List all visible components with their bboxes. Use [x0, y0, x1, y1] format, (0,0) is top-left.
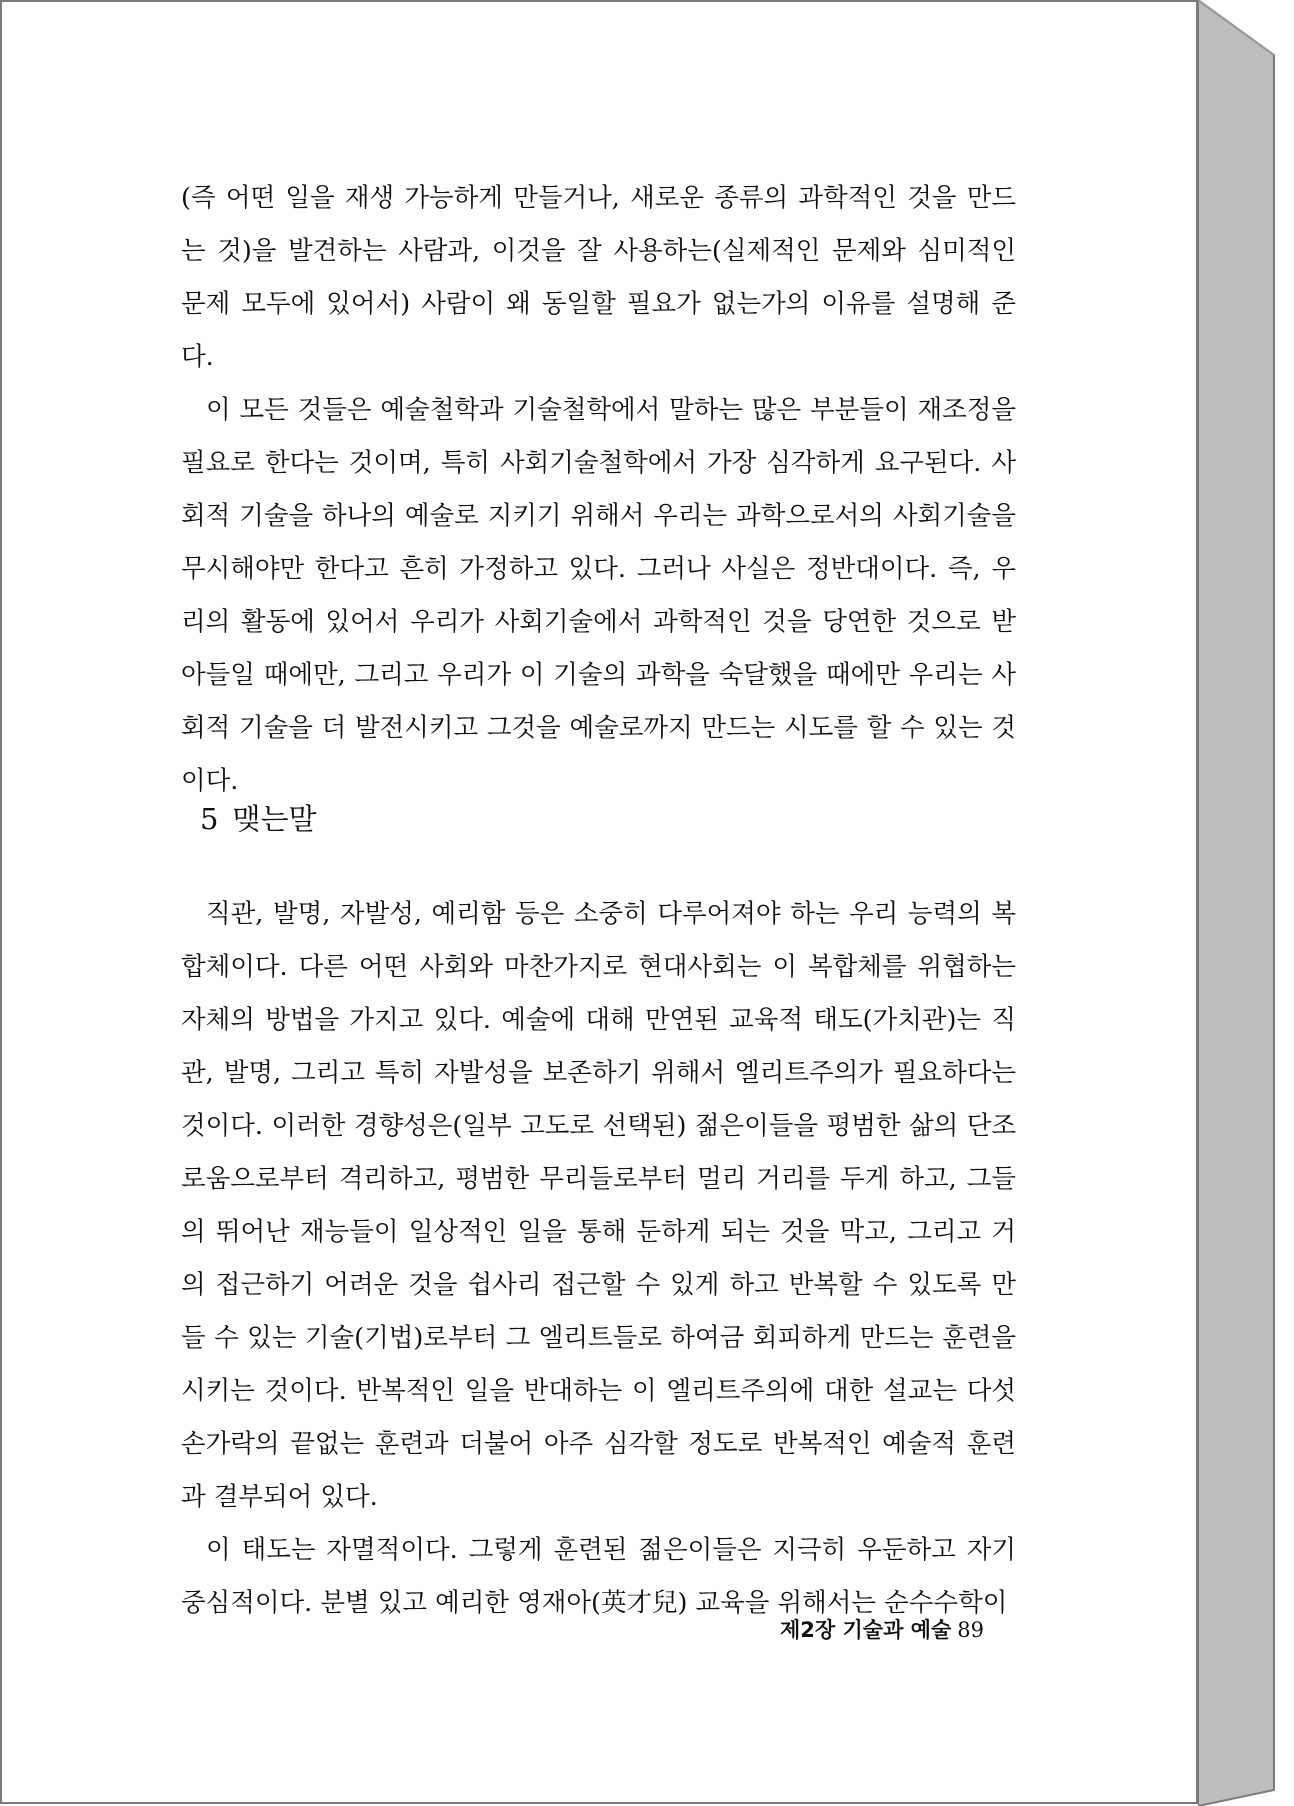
paragraph: 직관, 발명, 자발성, 예리함 등은 소중히 다루어져야 하는 우리 능력의 복합체이다. 다른 어떤 사회와 마찬가지로 현대사회는 이 복합체를 위협하는 자체의 방법을 가지고 있다. 예술에 대해 만연된 교육적 태도(가치관)는 직관, 발명, 그리고 특히 자발성을 보존하기 위해서 엘리트주의가 필요하다는 것이다. 이러한 경향성은(일부 고도로 선택된) 젊은이들을 평범한 삶의 단조로움으로부터 격리하고, 평범한 무리들로부터 멀리 거리를 두게 하고, 그들의 뛰어난 재능들이 일상적인 일을 통해 둔하게 되는 것을 막고, 그리고 거의 접근하기 어려운 것을 쉽사리 접근할 수 있게 하고 반복할 수 있도록 만들 수 있는 기술(기법)로부터 그 엘리트들로 하여금 회피하게 만드는 훈련을 시키는 것이다. 반복적인 일을 반대하는 이 엘리트주의에 대한 설교는 다섯손가락의 끝없는 훈련과 더불어 아주 심각할 정도로 반복적인 예술적 훈련과 결부되어 있다. [181, 899, 1016, 1512]
paragraph: 이 태도는 자멸적이다. 그렇게 훈련된 젊은이들은 지극히 우둔하고 자기중심적이다. 분별 있고 예리한 영재아(英才兒) 교육을 위해서는 순수수학이 [181, 1535, 1016, 1618]
top-text-block [181, 172, 1016, 808]
page-footer [780, 1614, 984, 1644]
page-number: 89 [957, 1618, 984, 1642]
bottom-text-block [181, 888, 1016, 1630]
section-heading [200, 797, 317, 838]
paragraph: 이 모든 것들은 예술철학과 기술철학에서 말하는 많은 부분들이 재조정을 필요로 한다는 것이며, 특히 사회기술철학에서 가장 심각하게 요구된다. 사회적 기술을 하나의 예술로 지키기 위해서 우리는 과학으로서의 사회기술을 무시해야만 한다고 흔히 가정하고 있다. 그러나 사실은 정반대이다. 즉, 우리의 활동에 있어서 우리가 사회기술에서 과학적인 것을 당연한 것으로 받아들일 때에만, 그리고 우리가 이 기술의 과학을 숙달했을 때에만 우리는 사회적 기술을 더 발전시키고 그것을 예술로까지 만드는 시도를 할 수 있는 것이다. [181, 395, 1016, 796]
chapter-title: 제2장 기술과 예술 [780, 1618, 952, 1642]
paragraph: (즉 어떤 일을 재생 가능하게 만들거나, 새로운 종류의 과학적인 것을 만드는 것)을 발견하는 사람과, 이것을 잘 사용하는(실제적인 문제와 심미적인 문제 모두에 있어서) 사람이 왜 동일할 필요가 없는가의 이유를 설명해 준다. [181, 183, 1016, 372]
section-title: 맺는말 [232, 802, 317, 836]
section-number: 5 [200, 802, 219, 836]
page-thickness-side [1198, 0, 1294, 1806]
